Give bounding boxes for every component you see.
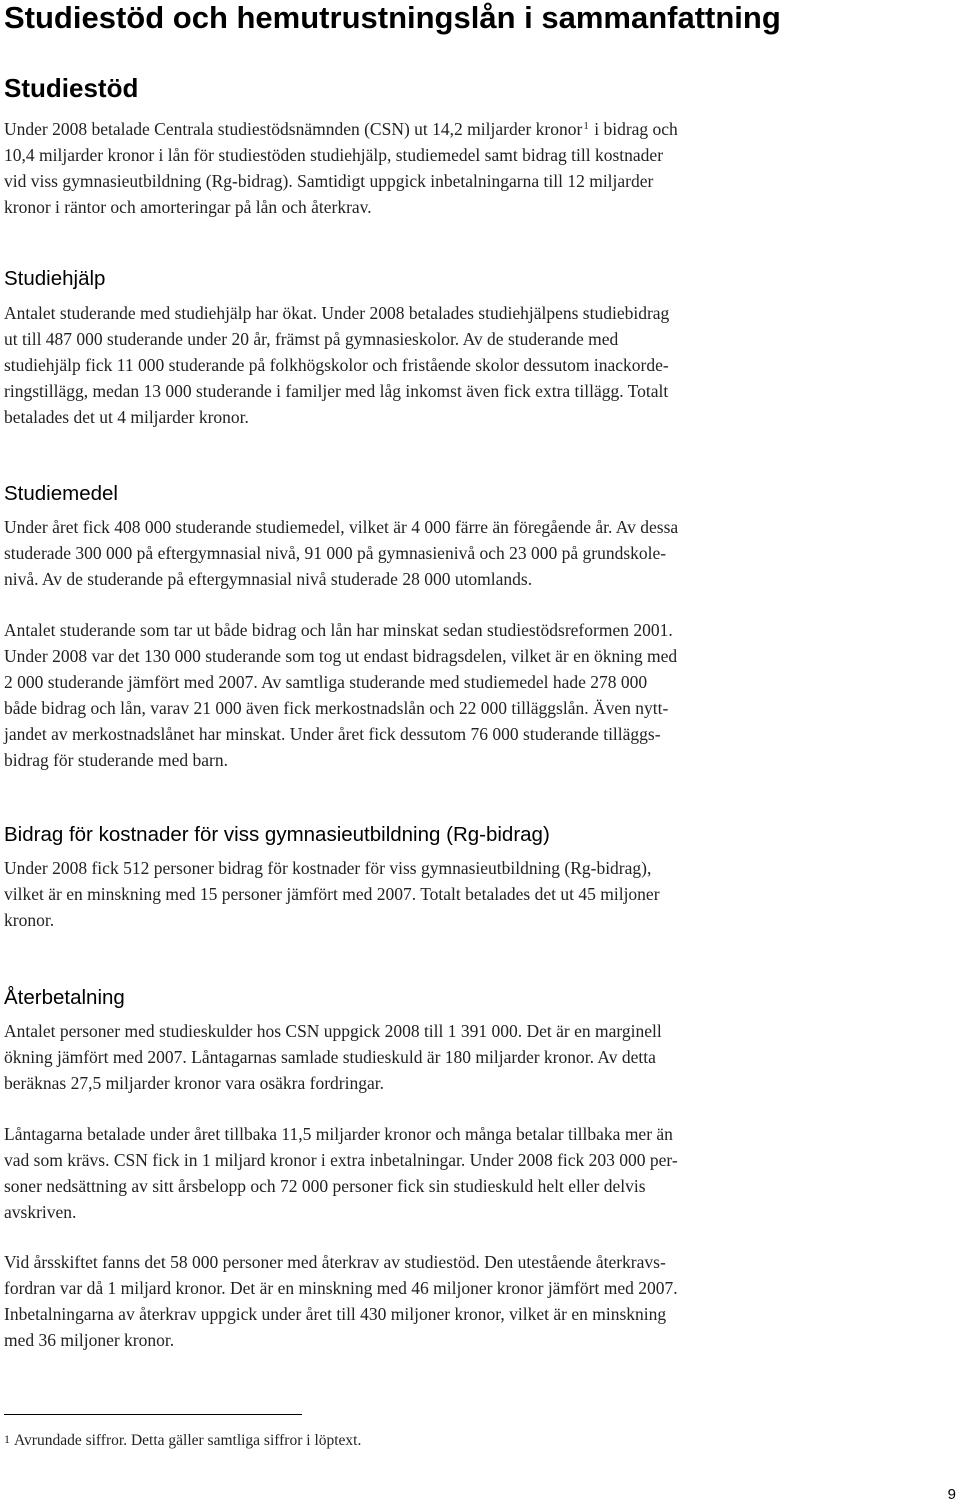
text-line: med 36 miljoner kronor. xyxy=(4,1330,175,1350)
text-line: 2 000 studerande jämfört med 2007. Av samtliga studerande med studiemedel hade 278 000 xyxy=(4,672,648,692)
paragraph-rg-bidrag xyxy=(4,855,856,933)
footnote-marker: 1 xyxy=(4,1432,10,1446)
paragraph-studiemedel-2 xyxy=(4,617,856,773)
text-line: Antalet personer med studieskulder hos CSN uppgick 2008 till 1 391 000. Det är en marginell xyxy=(4,1021,662,1041)
text-line: Under 2008 betalade Centrala studiestödsnämnden (CSN) ut 14,2 miljarder kronor$^1$ i bidrag och xyxy=(4,119,678,139)
text-line: studiehjälp fick 11 000 studerande på folkhögskolor och fristående skolor dessutom inackorde- xyxy=(4,355,669,375)
heading-studiehjalp: Studiehjälp xyxy=(4,267,106,290)
text-line: jandet av merkostnadslånet har minskat. Under året fick dessutom 76 000 studerande tilläggs- xyxy=(4,724,661,744)
text-line: Vid årsskiftet fanns det 58 000 personer med återkrav av studiestöd. Den utestående återkravs- xyxy=(4,1252,666,1272)
text-line: Antalet studerande som tar ut både bidrag och lån har minskat sedan studiestödsreformen 2001. xyxy=(4,620,673,640)
heading-studiestod: Studiestöd xyxy=(4,73,139,103)
footnote-reference[interactable]: 1 xyxy=(583,120,589,132)
paragraph-studiemedel-1 xyxy=(4,514,856,592)
paragraph-studiehjalp xyxy=(4,300,856,430)
text-line: betalades det ut 4 miljarder kronor. xyxy=(4,407,249,427)
text-line: bidrag för studerande med barn. xyxy=(4,750,229,770)
heading-rg-bidrag: Bidrag för kostnader för viss gymnasieutbildning (Rg-bidrag) xyxy=(4,823,550,846)
paragraph-aterbetalning-2 xyxy=(4,1121,856,1225)
text-line: Inbetalningarna av återkrav uppgick under året till 430 miljoner kronor, vilket är en minskning xyxy=(4,1304,667,1324)
page-number: 9 xyxy=(947,1486,956,1503)
footnote-text: Avrundade siffror. Detta gäller samtliga siffror i löptext. xyxy=(14,1432,362,1449)
text-line: Under 2008 var det 130 000 studerande som tog ut endast bidragsdelen, vilket är en ökning med xyxy=(4,646,678,666)
paragraph-aterbetalning-1 xyxy=(4,1018,856,1096)
page-title: Studiestöd och hemutrustningslån i sammanfattning xyxy=(4,0,781,35)
text-line: ringstillägg, medan 13 000 studerande i familjer med låg inkomst även fick extra tillägg. Totalt xyxy=(4,381,669,401)
text-line: Under året fick 408 000 studerande studiemedel, vilket är 4 000 färre än föregående år. Av dessa xyxy=(4,517,679,537)
text-line: Antalet studerande med studiehjälp har ökat. Under 2008 betalades studiehjälpens studiebidrag xyxy=(4,303,670,323)
text-line: nivå. Av de studerande på eftergymnasial nivå studerade 28 000 utomlands. xyxy=(4,569,533,589)
heading-studiemedel: Studiemedel xyxy=(4,482,118,505)
text-line: ut till 487 000 studerande under 20 år, främst på gymnasieskolor. Av de studerande med xyxy=(4,329,619,349)
text-line: 10,4 miljarder kronor i lån för studiestöden studiehjälp, studiemedel samt bidrag till kostnader xyxy=(4,145,664,165)
text-line: både bidrag och lån, varav 21 000 även fick merkostnadslån och 22 000 tilläggslån. Även nytt- xyxy=(4,698,669,718)
heading-aterbetalning: Återbetalning xyxy=(4,986,125,1009)
paragraph-aterbetalning-3 xyxy=(4,1249,856,1353)
text-line: Låntagarna betalade under året tillbaka 11,5 miljarder kronor och många betalar tillbaka mer än xyxy=(4,1124,673,1144)
footnote-divider xyxy=(4,1414,302,1415)
text-line: kronor i räntor och amorteringar på lån och återkrav. xyxy=(4,197,372,217)
text-line: vid viss gymnasieutbildning (Rg-bidrag). Samtidigt uppgick inbetalningarna till 12 miljarder xyxy=(4,171,654,191)
text-line: fordran var då 1 miljard kronor. Det är en minskning med 46 miljoner kronor jämfört med 2007. xyxy=(4,1278,678,1298)
text-line: vilket är en minskning med 15 personer jämfört med 2007. Totalt betalades det ut 45 miljoner xyxy=(4,884,660,904)
footnote xyxy=(4,1428,361,1452)
text-line: soner nedsättning av sitt årsbelopp och 72 000 personer fick sin studieskuld helt eller delvis xyxy=(4,1176,646,1196)
text-line: beräknas 27,5 miljarder kronor vara osäkra fordringar. xyxy=(4,1073,384,1093)
text-line: avskriven. xyxy=(4,1202,77,1222)
text-line: studerade 300 000 på eftergymnasial nivå, 91 000 på gymnasienivå och 23 000 på grundskole- xyxy=(4,543,667,563)
text-line: kronor. xyxy=(4,910,55,930)
text-line: ökning jämfört med 2007. Låntagarnas samlade studieskuld är 180 miljarder kronor. Av detta xyxy=(4,1047,656,1067)
text-line: Under 2008 fick 512 personer bidrag för kostnader för viss gymnasieutbildning (Rg-bidrag), xyxy=(4,858,652,878)
paragraph-studiestod xyxy=(4,113,856,220)
text-line: vad som krävs. CSN fick in 1 miljard kronor i extra inbetalningar. Under 2008 fick 203 000 per- xyxy=(4,1150,678,1170)
